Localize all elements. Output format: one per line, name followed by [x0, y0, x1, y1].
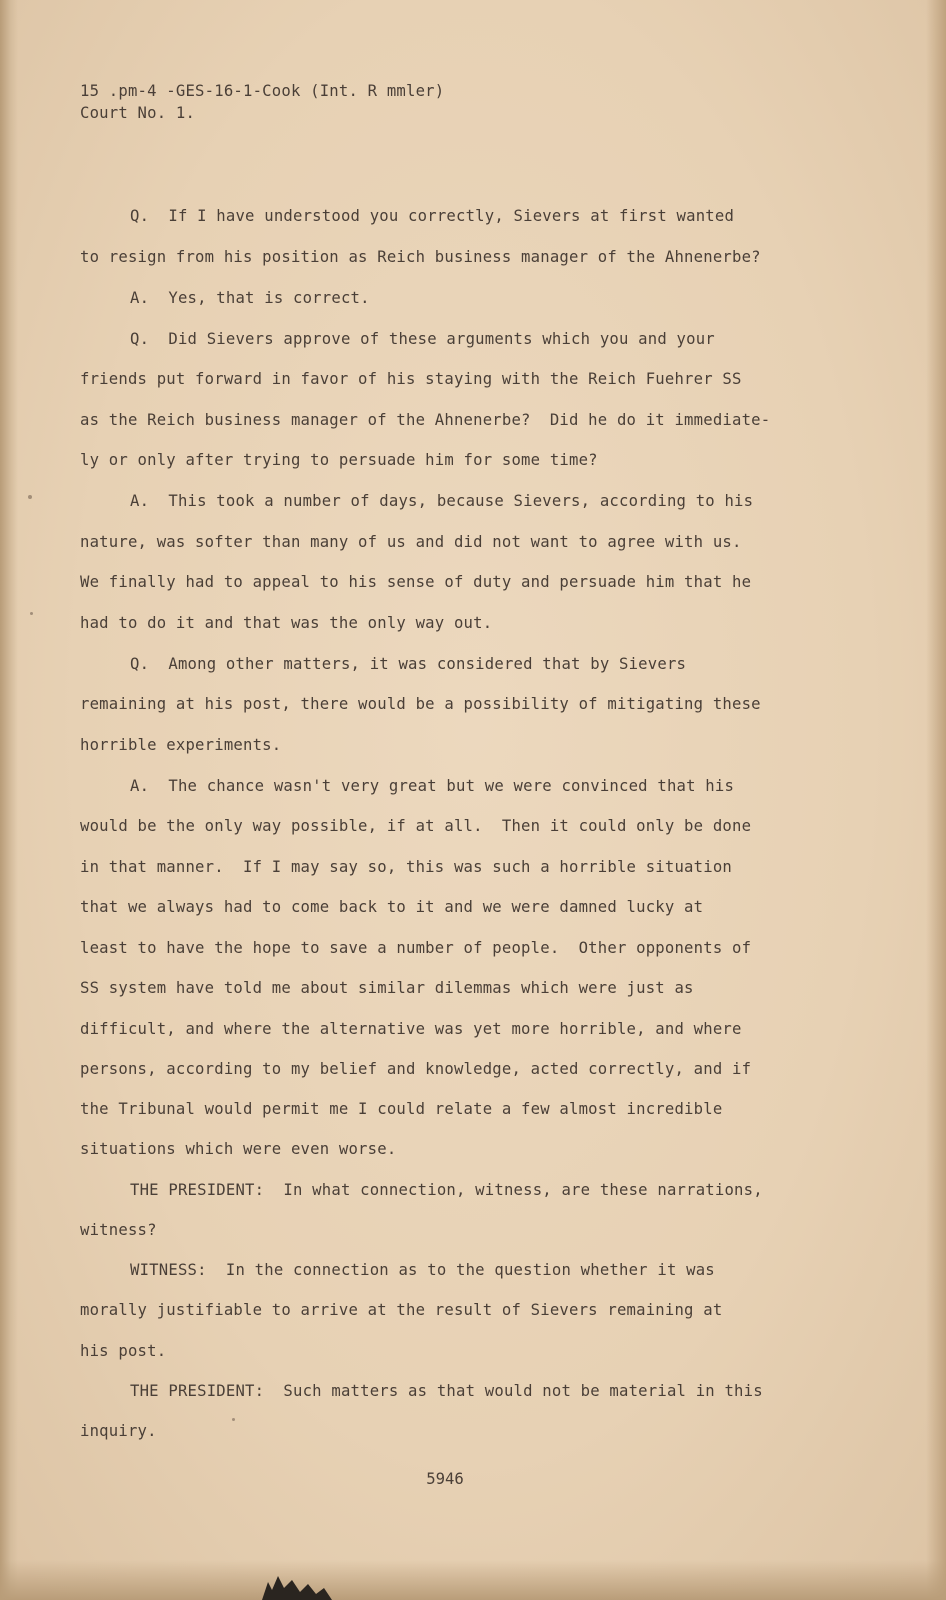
paper-speck: [28, 495, 32, 499]
page-number: 5946: [426, 1470, 464, 1488]
transcript-line: situations which were even worse.: [80, 1140, 397, 1158]
header-court-line: Court No. 1.: [80, 104, 196, 122]
transcript-line: horrible experiments.: [80, 736, 282, 754]
transcript-line: in that manner. If I may say so, this was such a horrible situation: [80, 858, 732, 876]
transcript-line: Q. Did Sievers approve of these arguments which you and your: [130, 330, 715, 348]
paper-edge-left: [0, 0, 18, 1600]
transcript-line: A. Yes, that is correct.: [130, 289, 370, 307]
transcript-line: We finally had to appeal to his sense of duty and persuade him that he: [80, 573, 752, 591]
paper-speck: [232, 1418, 235, 1421]
transcript-line: Q. If I have understood you correctly, Sievers at first wanted: [130, 207, 735, 225]
transcript-line: difficult, and where the alternative was yet more horrible, and where: [80, 1020, 742, 1038]
header-docket-line: 15 .pm-4 -GES-16-1-Cook (Int. R mmler): [80, 82, 445, 100]
transcript-line: THE PRESIDENT: In what connection, witness, are these narrations,: [130, 1181, 763, 1199]
paper-speck: [30, 612, 33, 615]
transcript-line: remaining at his post, there would be a possibility of mitigating these: [80, 695, 761, 713]
transcript-line: would be the only way possible, if at all. Then it could only be done: [80, 817, 752, 835]
transcript-line: least to have the hope to save a number of people. Other opponents of: [80, 939, 752, 957]
transcript-line: morally justifiable to arrive at the result of Sievers remaining at: [80, 1301, 723, 1319]
transcript-line: the Tribunal would permit me I could relate a few almost incredible: [80, 1100, 723, 1118]
transcript-line: had to do it and that was the only way out.: [80, 614, 493, 632]
transcript-line: as the Reich business manager of the Ahnenerbe? Did he do it immediate-: [80, 411, 771, 429]
transcript-line: nature, was softer than many of us and did not want to agree with us.: [80, 533, 742, 551]
transcript-line: THE PRESIDENT: Such matters as that would not be material in this: [130, 1382, 763, 1400]
transcript-line: Q. Among other matters, it was considered that by Sievers: [130, 655, 687, 673]
transcript-line: that we always had to come back to it and we were damned lucky at: [80, 898, 704, 916]
transcript-line: to resign from his position as Reich business manager of the Ahnenerbe?: [80, 248, 761, 266]
paper-tear-mark: [262, 1572, 332, 1600]
transcript-line: witness?: [80, 1221, 157, 1239]
transcript-line: WITNESS: In the connection as to the question whether it was: [130, 1261, 715, 1279]
transcript-line: A. This took a number of days, because Sievers, according to his: [130, 492, 754, 510]
transcript-line: A. The chance wasn't very great but we were convinced that his: [130, 777, 735, 795]
transcript-line: inquiry.: [80, 1422, 157, 1440]
paper-edge-right: [926, 0, 946, 1600]
transcript-line: persons, according to my belief and knowledge, acted correctly, and if: [80, 1060, 752, 1078]
transcript-line: his post.: [80, 1342, 167, 1360]
transcript-line: ly or only after trying to persuade him for some time?: [80, 451, 598, 469]
transcript-line: friends put forward in favor of his staying with the Reich Fuehrer SS: [80, 370, 742, 388]
paper-edge-bottom: [0, 1560, 946, 1600]
transcript-line: SS system have told me about similar dilemmas which were just as: [80, 979, 694, 997]
